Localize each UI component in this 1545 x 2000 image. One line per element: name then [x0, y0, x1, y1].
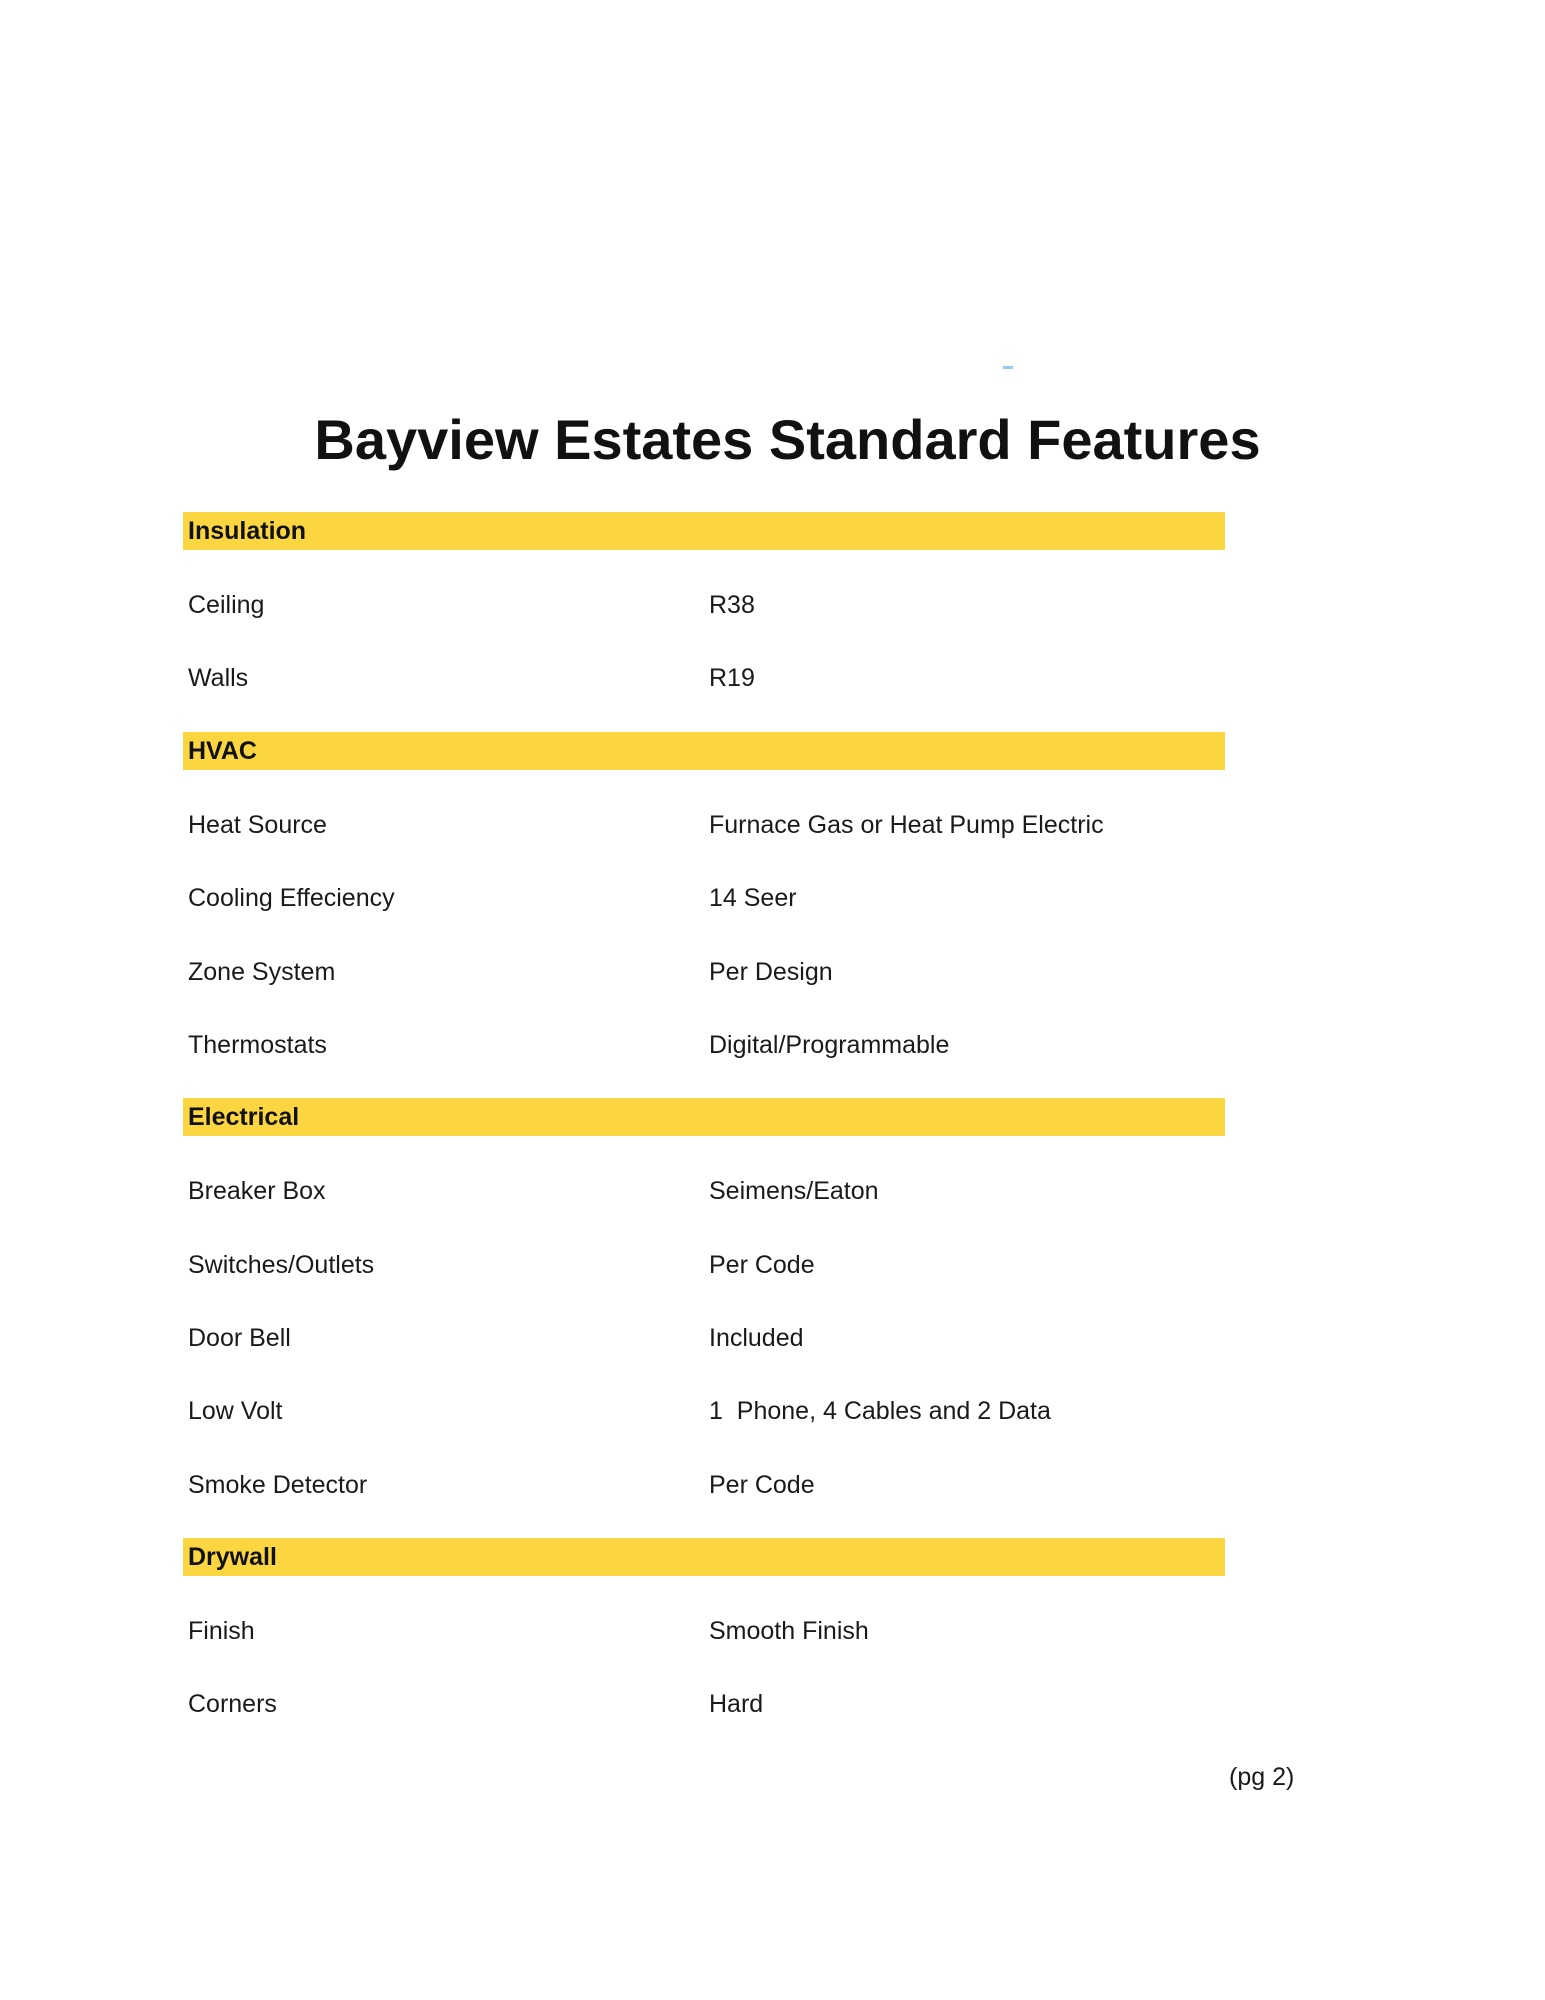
feature-label: Cooling Effeciency: [188, 884, 395, 912]
feature-value: 1 Phone, 4 Cables and 2 Data: [709, 1397, 1051, 1425]
feature-label: Heat Source: [188, 811, 327, 839]
feature-value: Smooth Finish: [709, 1617, 869, 1645]
page-number: (pg 2): [1229, 1763, 1295, 1791]
feature-label: Walls: [188, 664, 249, 692]
feature-label: Breaker Box: [188, 1177, 326, 1205]
feature-label: Switches/Outlets: [188, 1251, 375, 1279]
feature-value: Hard: [709, 1690, 764, 1718]
feature-label: Smoke Detector: [188, 1471, 368, 1499]
section-bar-electrical: [183, 1098, 1225, 1136]
feature-value: Per Design: [709, 958, 833, 986]
feature-label: Thermostats: [188, 1031, 327, 1059]
feature-label: Ceiling: [188, 591, 265, 619]
section-heading: Electrical: [188, 1103, 300, 1131]
feature-value: R19: [709, 664, 755, 692]
feature-label: Corners: [188, 1690, 277, 1718]
feature-value: Digital/Programmable: [709, 1031, 950, 1059]
section-heading: HVAC: [188, 737, 257, 765]
section-bar-insulation: [183, 512, 1225, 550]
feature-label: Finish: [188, 1617, 255, 1645]
feature-label: Door Bell: [188, 1324, 291, 1352]
feature-value: Per Code: [709, 1471, 815, 1499]
feature-value: Furnace Gas or Heat Pump Electric: [709, 811, 1104, 839]
feature-value: R38: [709, 591, 755, 619]
feature-value: Included: [709, 1324, 804, 1352]
feature-value: 14 Seer: [709, 884, 797, 912]
feature-value: Per Code: [709, 1251, 815, 1279]
section-heading: Drywall: [188, 1543, 277, 1571]
feature-label: Zone System: [188, 958, 336, 986]
feature-value: Seimens/Eaton: [709, 1177, 879, 1205]
feature-label: Low Volt: [188, 1397, 283, 1425]
page-title: Bayview Estates Standard Features: [314, 408, 1261, 471]
section-bar-hvac: [183, 732, 1225, 770]
section-heading: Insulation: [188, 517, 307, 545]
section-bar-drywall: [183, 1538, 1225, 1576]
stray-mark: [1003, 366, 1013, 369]
